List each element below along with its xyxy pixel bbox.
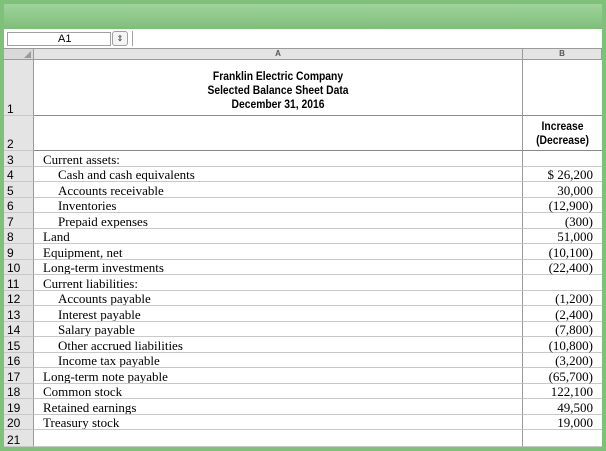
cell-label[interactable]: Prepaid expenses <box>34 213 523 229</box>
cell-value[interactable]: (3,200) <box>523 353 602 369</box>
row-header[interactable]: 11 <box>4 275 34 291</box>
cell-value[interactable]: (10,100) <box>523 244 602 260</box>
cell-value[interactable]: 30,000 <box>523 182 602 198</box>
cell-label[interactable]: Income tax payable <box>34 353 523 369</box>
row-header[interactable]: 17 <box>4 368 34 384</box>
table-row <box>4 353 602 369</box>
cell-label[interactable] <box>34 430 523 447</box>
company-name: Franklin Electric Company <box>212 69 344 83</box>
table-row <box>4 368 602 384</box>
table-row <box>4 275 602 291</box>
cell-label[interactable]: Accounts payable <box>34 291 523 307</box>
cell-value[interactable]: (10,800) <box>523 337 602 353</box>
column-header-a[interactable]: A <box>34 49 523 60</box>
cell-value[interactable]: (22,400) <box>523 260 602 276</box>
row-header[interactable]: 12 <box>4 291 34 307</box>
row-header[interactable]: 3 <box>4 151 34 167</box>
report-name: Selected Balance Sheet Data <box>207 83 349 97</box>
report-date: December 31, 2016 <box>231 97 325 111</box>
table-row <box>4 337 602 353</box>
name-box[interactable]: A1 <box>7 32 111 46</box>
row-header[interactable]: 20 <box>4 415 34 431</box>
name-box-stepper-icon[interactable]: ⇕ <box>112 31 128 46</box>
cell-b1[interactable] <box>523 60 602 116</box>
sheet-grid <box>4 49 602 447</box>
cell-value[interactable]: 122,100 <box>523 384 602 400</box>
row-header[interactable]: 16 <box>4 353 34 369</box>
cell-value[interactable] <box>523 430 602 447</box>
cell-label[interactable]: Treasury stock <box>34 415 523 431</box>
row-header[interactable]: 19 <box>4 399 34 415</box>
row-header[interactable]: 9 <box>4 244 34 260</box>
cell-label[interactable]: Cash and cash equivalents <box>34 167 523 183</box>
table-row <box>4 167 602 183</box>
cell-label[interactable]: Retained earnings <box>34 399 523 415</box>
select-all-corner[interactable] <box>4 49 34 60</box>
cell-a1-title[interactable] <box>34 60 523 116</box>
table-row <box>4 182 602 198</box>
row-header[interactable]: 13 <box>4 306 34 322</box>
table-row <box>4 291 602 307</box>
row-header[interactable]: 15 <box>4 337 34 353</box>
table-row <box>4 306 602 322</box>
cell-label[interactable]: Land <box>34 229 523 245</box>
cell-label[interactable]: Salary payable <box>34 322 523 338</box>
cell-a2[interactable] <box>34 116 523 151</box>
table-row <box>4 244 602 260</box>
formula-bar <box>4 29 602 49</box>
table-row <box>4 322 602 338</box>
row-header[interactable]: 6 <box>4 198 34 214</box>
toolbar-ribbon <box>4 4 602 29</box>
cell-label[interactable]: Interest payable <box>34 306 523 322</box>
cell-label[interactable]: Inventories <box>34 198 523 214</box>
cell-value[interactable]: 19,000 <box>523 415 602 431</box>
cell-value[interactable]: (2,400) <box>523 306 602 322</box>
table-row <box>4 260 602 276</box>
cell-label[interactable]: Equipment, net <box>34 244 523 260</box>
table-row <box>4 198 602 214</box>
table-row <box>4 116 602 151</box>
row-header[interactable]: 1 <box>4 60 34 116</box>
cell-label[interactable]: Common stock <box>34 384 523 400</box>
cell-label[interactable]: Current liabilities: <box>34 275 523 291</box>
cell-label[interactable]: Current assets: <box>34 151 523 167</box>
cell-value[interactable]: $ 26,200 <box>523 167 602 183</box>
table-row <box>4 430 602 447</box>
header-increase: Increase <box>541 119 584 133</box>
table-row <box>4 151 602 167</box>
row-header[interactable]: 21 <box>4 430 34 447</box>
cell-value[interactable]: (1,200) <box>523 291 602 307</box>
cell-value[interactable]: (12,900) <box>523 198 602 214</box>
row-header[interactable]: 4 <box>4 167 34 183</box>
row-header[interactable]: 2 <box>4 116 34 151</box>
cell-value[interactable]: (65,700) <box>523 368 602 384</box>
table-row <box>4 213 602 229</box>
row-header[interactable]: 18 <box>4 384 34 400</box>
formula-bar-divider <box>132 31 133 46</box>
cell-label[interactable]: Other accrued liabilities <box>34 337 523 353</box>
table-row <box>4 399 602 415</box>
cell-label[interactable]: Long-term investments <box>34 260 523 276</box>
row-header[interactable]: 7 <box>4 213 34 229</box>
row-header[interactable]: 14 <box>4 322 34 338</box>
cell-value[interactable] <box>523 151 602 167</box>
cell-label[interactable]: Accounts receivable <box>34 182 523 198</box>
table-row <box>4 60 602 116</box>
row-header[interactable]: 5 <box>4 182 34 198</box>
table-row <box>4 415 602 431</box>
table-row <box>4 229 602 245</box>
cell-value[interactable]: (7,800) <box>523 322 602 338</box>
row-header[interactable]: 8 <box>4 229 34 245</box>
row-header[interactable]: 10 <box>4 260 34 276</box>
cell-value[interactable] <box>523 275 602 291</box>
cell-label[interactable]: Long-term note payable <box>34 368 523 384</box>
cell-value[interactable]: (300) <box>523 213 602 229</box>
cell-value[interactable]: 49,500 <box>523 399 602 415</box>
column-header-b[interactable]: B <box>523 49 602 60</box>
cell-value[interactable]: 51,000 <box>523 229 602 245</box>
cell-b2-header[interactable] <box>523 116 602 151</box>
spreadsheet-window <box>4 4 602 447</box>
table-row <box>4 384 602 400</box>
header-decrease: (Decrease) <box>536 133 589 147</box>
